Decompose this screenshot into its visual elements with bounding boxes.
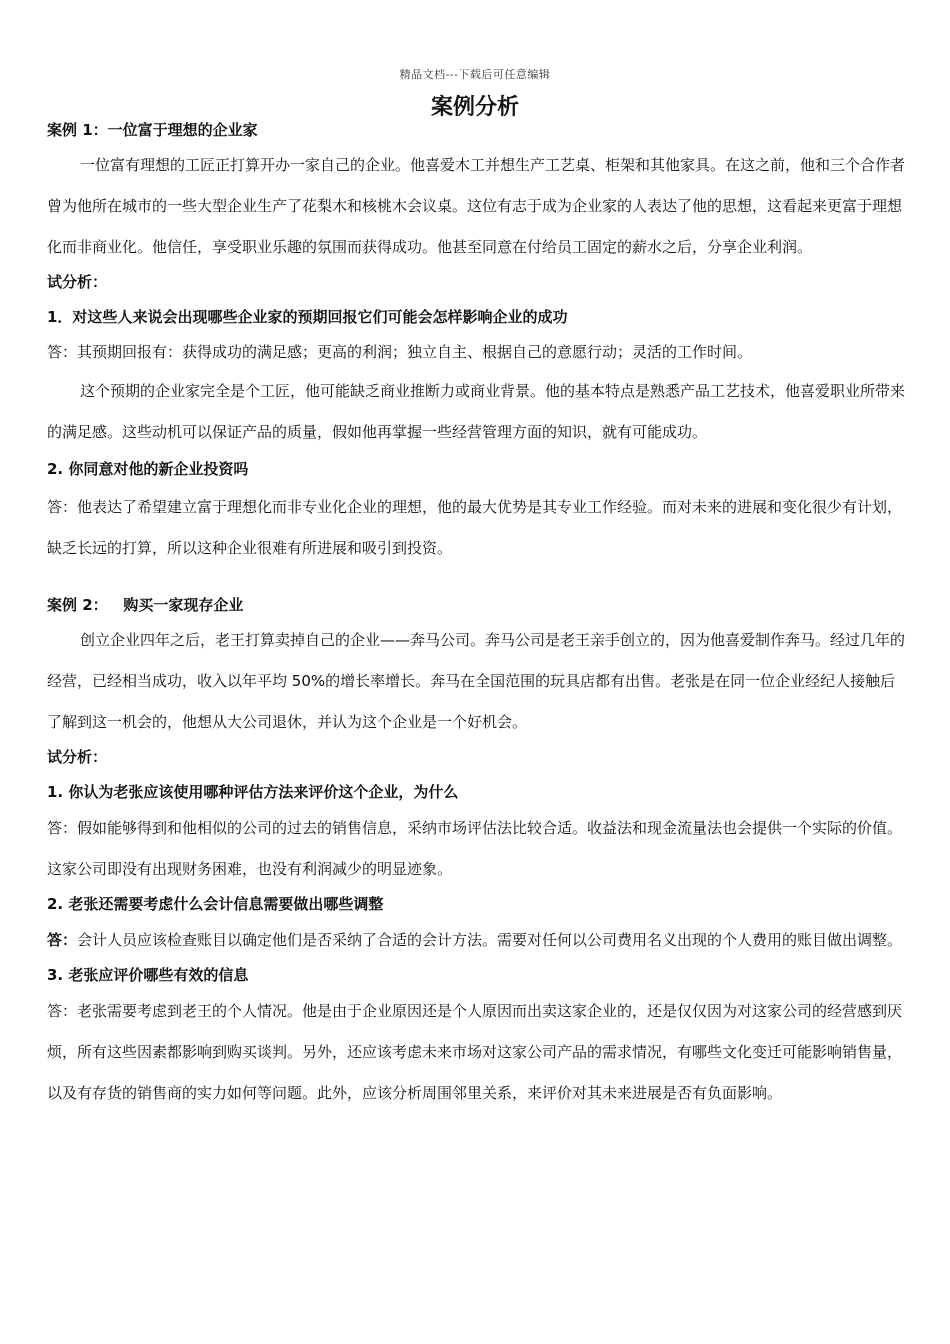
case2-description: 创立企业四年之后，老王打算卖掉自己的企业——奔马公司。奔马公司是老王亲手创立的，因为他喜爱制作奔马。经过几年的经营，已经相当成功，收入以年平均 50%的增长率增长。奔马在全国范围的玩具店都有出售。老张是在同一位企业经纪人接触后了解到这一机会的，他想从大公司退休，并认为这个企业是一个好机会。 (47, 631, 906, 731)
case2-answer-3 (47, 991, 907, 1114)
case2-question-2: 2. 老张还需要考虑什么会计信息需要做出哪些调整 (47, 895, 384, 913)
document-body (47, 118, 907, 1114)
answer-prefix: 答： (47, 498, 78, 516)
case2-answer-2 (47, 920, 907, 961)
case2-question-1: 1. 你认为老张应该使用哪种评估方法来评价这个企业，为什么 (47, 783, 459, 801)
watermark-text: 精品文档---下载后可任意编辑 (399, 68, 551, 81)
answer-text: 假如能够得到和他相似的公司的过去的销售信息，采纳市场评估法比较合适。收益法和现金流量法也会提供一个实际的价值。这家公司即没有出现财务困难，也没有利润减少的明显迹象。 (47, 819, 903, 878)
answer-prefix: 答： (47, 1002, 78, 1020)
answer-text: 他表达了希望建立富于理想化而非专业化企业的理想，他的最大优势是其专业工作经验。而对未来的进展和变化很少有计划，缺乏长远的打算，所以这种企业很难有所进展和吸引到投资。 (47, 498, 903, 557)
case1-answer-1-continued: 这个预期的企业家完全是个工匠，他可能缺乏商业推断力或商业背景。他的基本特点是熟悉产品工艺技术，他喜爱职业所带来的满足感。这些动机可以保证产品的质量，假如他再掌握一些经营管理方面的知识，就有可能成功。 (47, 382, 906, 441)
case1-heading: 案例 1：一位富于理想的企业家 (47, 121, 258, 139)
case1-question-2: 2. 你同意对他的新企业投资吗 (47, 460, 249, 478)
case1-answer-1 (47, 333, 907, 371)
answer-text: 其预期回报有：获得成功的满足感；更高的利润；独立自主、根据自己的意愿行动；灵活的工作时间。 (77, 343, 753, 361)
case1-question-1: 1．对这些人来说会出现哪些企业家的预期回报它们可能会怎样影响企业的成功 (47, 308, 568, 326)
case1-analysis-label: 试分析： (47, 273, 108, 291)
case2-answer-1 (47, 808, 907, 890)
case2-question-3: 3. 老张应评价哪些有效的信息 (47, 966, 249, 984)
case1-answer-2 (47, 487, 907, 569)
answer-prefix: 答： (47, 819, 78, 837)
answer-text: 老张需要考虑到老王的个人情况。他是由于企业原因还是个人原因而出卖这家企业的，还是仅仅因为对这家公司的经营感到厌烦，所有这些因素都影响到购买谈判。另外，还应该考虑未来市场对这家公司产品的需求情况，有哪些文化变迁可能影响销售量，以及有存货的销售商的实力如何等问题。此外，应该分析周围邻里关系，来评价对其未来进展是否有负面影响。 (47, 1002, 903, 1102)
answer-prefix: 答： (47, 931, 78, 949)
answer-prefix: 答： (47, 343, 78, 361)
section-spacer (47, 569, 907, 593)
case1-description: 一位富有理想的工匠正打算开办一家自己的企业。他喜爱木工并想生产工艺桌、柜架和其他家具。在这之前，他和三个合作者曾为他所在城市的一些大型企业生产了花梨木和核桃木会议桌。这位有志于成为企业家的人表达了他的思想，这看起来更富于理想化而非商业化。他信任，享受职业乐趣的氛围而获得成功。他甚至同意在付给员工固定的薪水之后，分享企业利润。 (47, 156, 906, 256)
answer-text: 会计人员应该检查账目以确定他们是否采纳了合适的会计方法。需要对任何以公司费用名义出现的个人费用的账目做出调整。 (77, 931, 903, 949)
case2-heading: 案例 2： 购买一家现存企业 (47, 596, 244, 614)
case2-analysis-label: 试分析： (47, 748, 108, 766)
page-title: 案例分析 (430, 95, 519, 120)
